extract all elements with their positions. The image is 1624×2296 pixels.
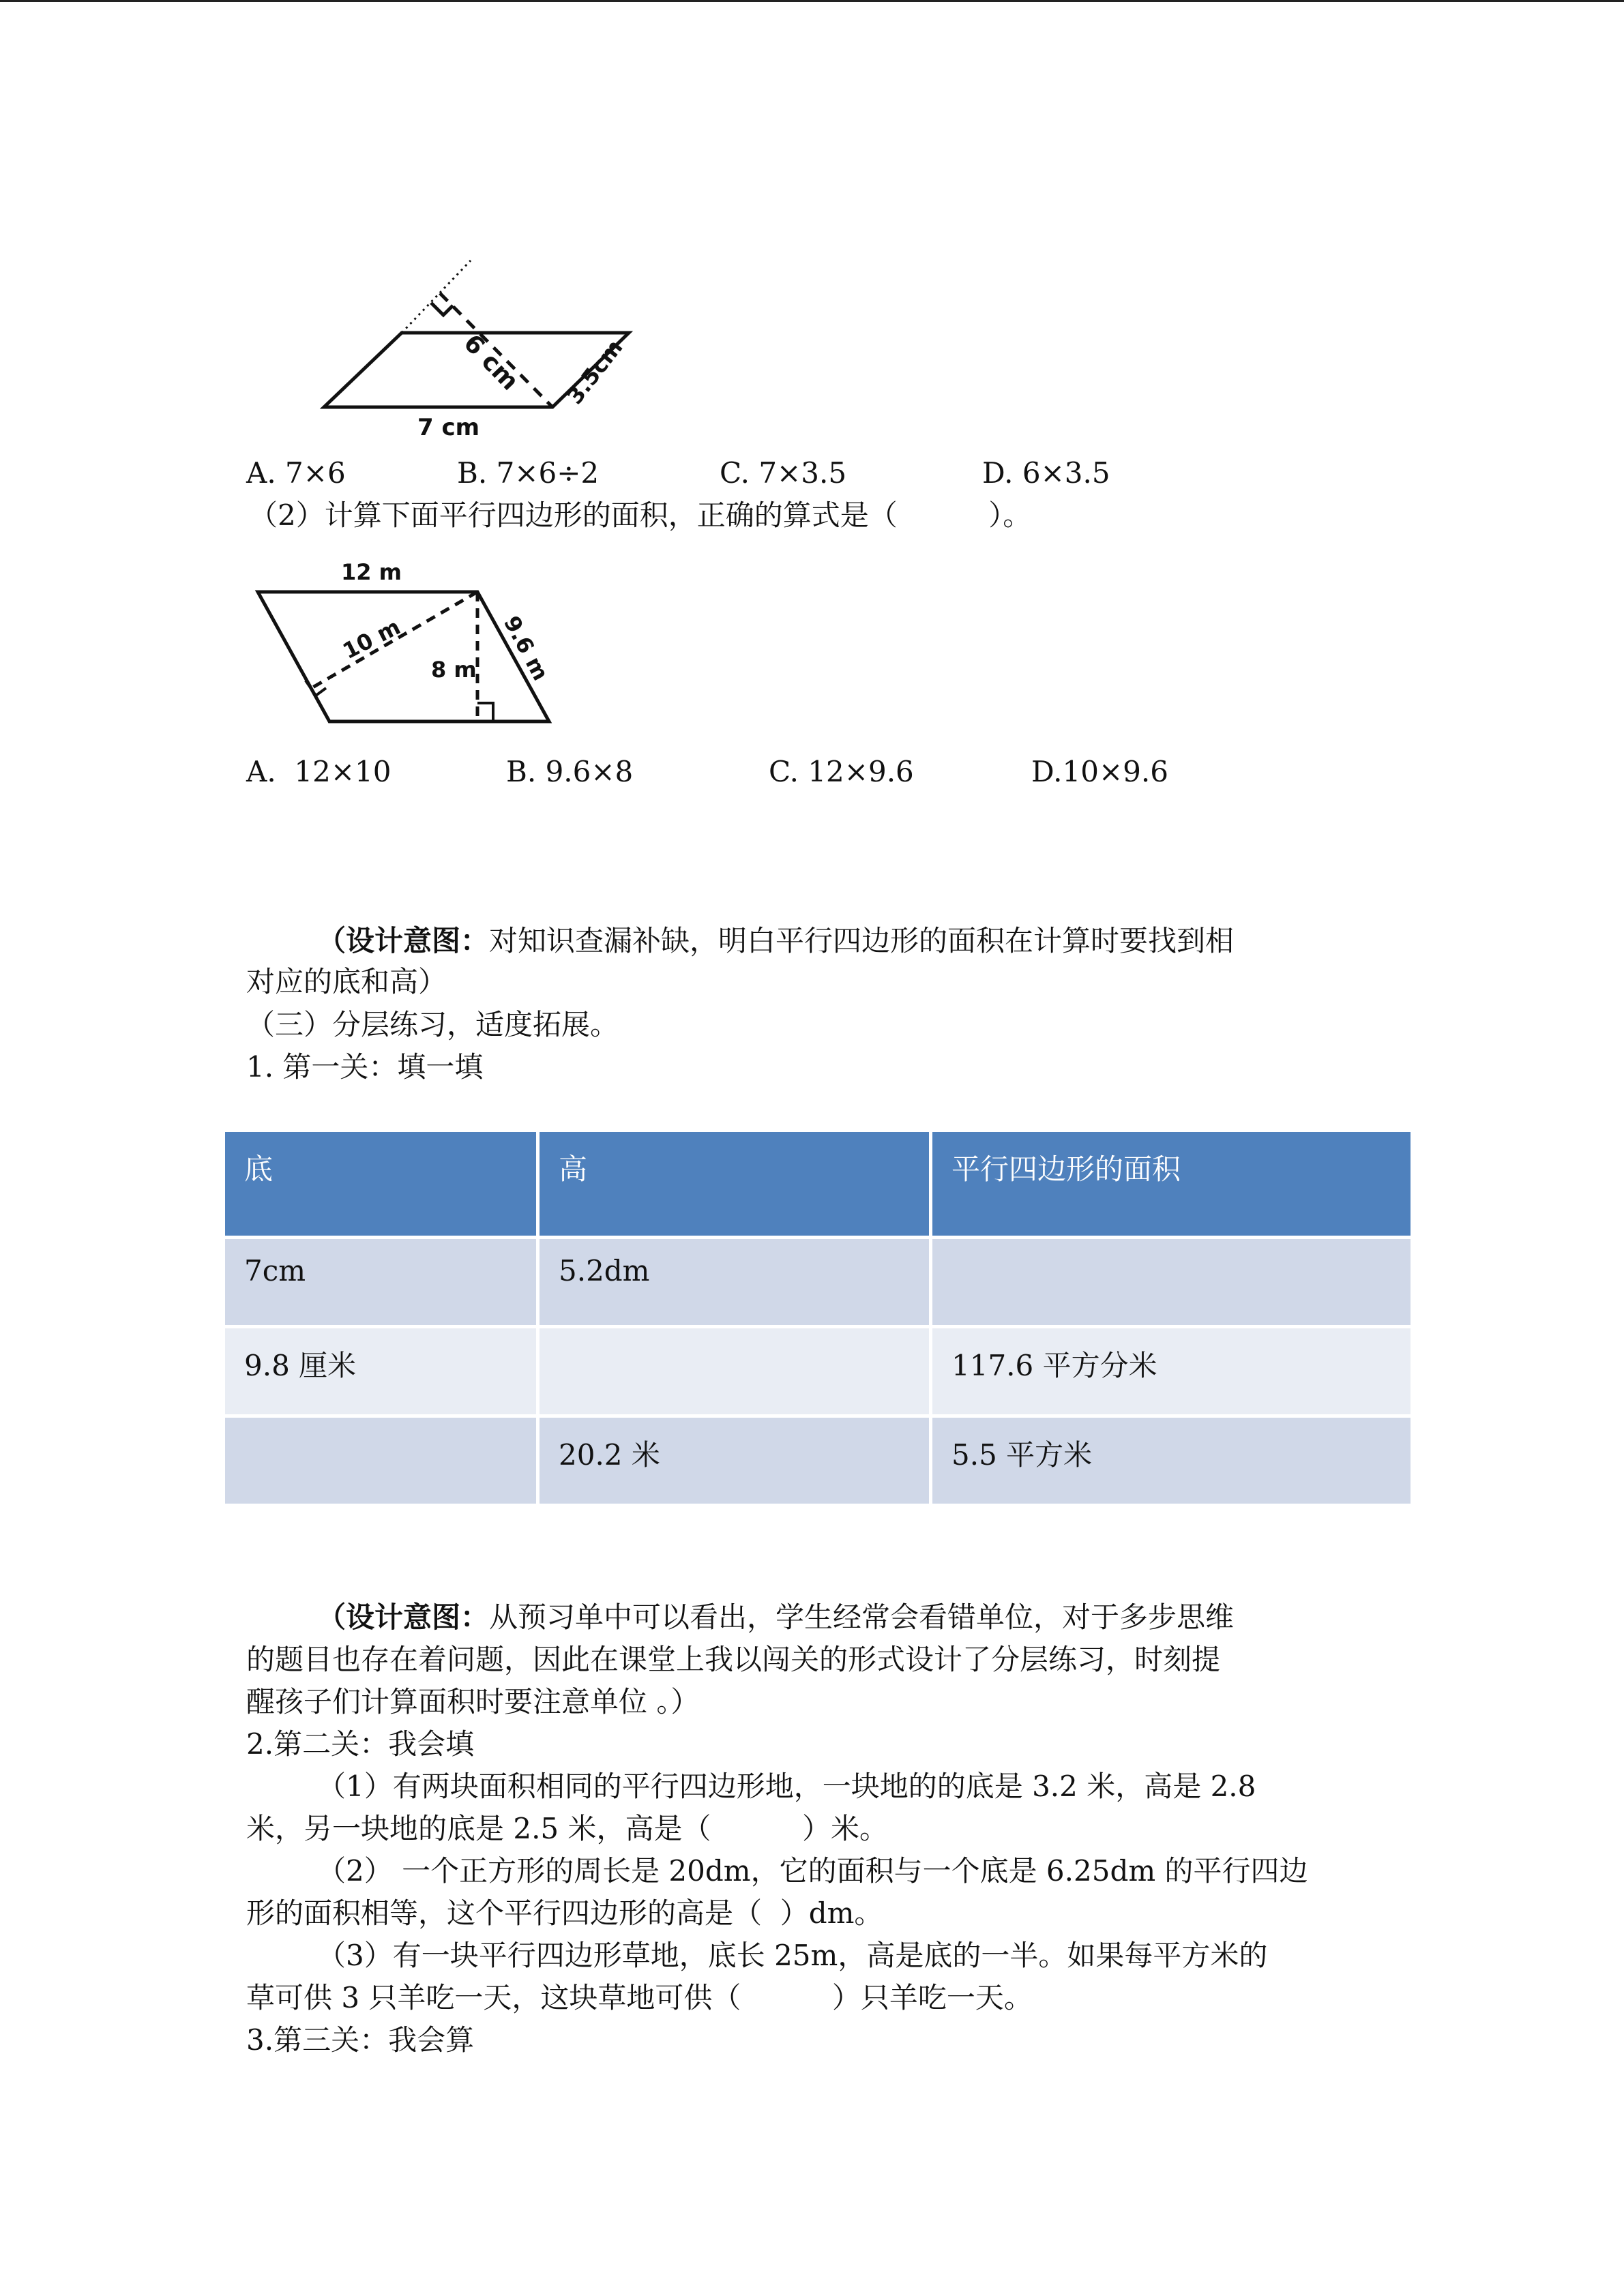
parallelogram-figure-2 [246,556,566,733]
right-angle-mark [431,303,453,315]
q2-prompt: （2）计算下面平行四边形的面积，正确的算式是（ ）。 [249,498,1032,532]
q1-option-b: B. 7×6÷2 [457,456,600,490]
table-cell [225,1416,538,1506]
l2-q2-line1: （2） 一个正方形的周长是 20dm，它的面积与一个底是 6.25dm 的平行四边 [317,1854,1308,1888]
q2-option-b: B. 9.6×8 [506,755,634,788]
table-row [225,1416,1411,1506]
header-area: 平行四边形的面积 [931,1132,1411,1238]
table-cell [538,1327,931,1416]
intent1-line1 [317,922,1234,960]
fill-in-table [225,1132,1411,1507]
intent2-label: （设计意图： [317,1600,490,1634]
table-cell: 7cm [225,1238,538,1327]
q1-option-d: D. 6×3.5 [982,456,1110,490]
right-angle-mark-b [477,703,493,721]
l2-q3-line2: 草可供 3 只羊吃一天，这块草地可供（ ）只羊吃一天。 [246,1981,1033,2014]
base-label: 7 cm [417,414,480,441]
intent2-line2: 的题目也存在着问题，因此在课堂上我以闯关的形式设计了分层练习，时刻提 [246,1643,1221,1676]
l2-q3-line1: （3）有一块平行四边形草地，底长 25m，高是底的一半。如果每平方米的 [317,1939,1268,1972]
table-cell: 5.5 平方米 [931,1416,1411,1506]
table-cell: 5.2dm [538,1238,931,1327]
level2-heading: 2.第二关：我会填 [246,1727,475,1761]
level3-heading: 3.第三关：我会算 [246,2023,475,2057]
l2-q1-line1: （1）有两块面积相同的平行四边形地，一块地的的底是 3.2 米，高是 2.8 [317,1770,1256,1803]
height-label: 6 cm [458,329,525,396]
diagonal-height-label: 10 m [338,613,404,665]
table-header-row [225,1132,1411,1238]
table-row [225,1327,1411,1416]
side-extension-dotted [402,260,471,333]
vertical-height-label: 8 m [431,657,477,683]
intent2-text: 从预习单中可以看出，学生经常会看错单位，对于多步思维 [489,1600,1235,1634]
table-cell [931,1238,1411,1327]
q2-option-a: A. 12×10 [246,755,392,788]
intent1-label: （设计意图： [317,924,490,957]
section3-heading: （三）分层练习，适度拓展。 [246,1008,619,1041]
side-label-2: 9.6 m [498,611,554,685]
table-row [225,1238,1411,1327]
intent2-line3: 醒孩子们计算面积时要注意单位 。） [246,1685,700,1718]
page-top-border [0,0,1624,2]
side-label: 3.5cm [561,334,628,409]
top-label: 12 m [341,559,402,585]
right-angle-mark-a [306,681,326,696]
intent2-line1 [317,1598,1234,1637]
q1-option-a: A. 7×6 [246,456,346,490]
intent1-text: 对知识查漏补缺，明白平行四边形的面积在计算时要找到相 [489,924,1235,957]
header-height: 高 [538,1132,931,1238]
l2-q2-line2: 形的面积相等，这个平行四边形的高是（ ）dm。 [246,1896,883,1930]
q2-option-d: D.10×9.6 [1031,755,1168,788]
level1-heading: 1. 第一关：填一填 [246,1050,484,1084]
intent1-line2: 对应的底和高） [246,965,447,998]
header-base: 底 [225,1132,538,1238]
parallelogram-figure-1 [307,252,662,443]
q1-option-c: C. 7×3.5 [720,456,847,490]
parallelogram-2-shape [258,592,549,721]
q2-option-c: C. 12×9.6 [769,755,914,788]
table-cell: 9.8 厘米 [225,1327,538,1416]
l2-q1-line2: 米，另一块地的底是 2.5 米，高是（ ）米。 [246,1812,889,1845]
table-cell: 20.2 米 [538,1416,931,1506]
table-cell: 117.6 平方分米 [931,1327,1411,1416]
